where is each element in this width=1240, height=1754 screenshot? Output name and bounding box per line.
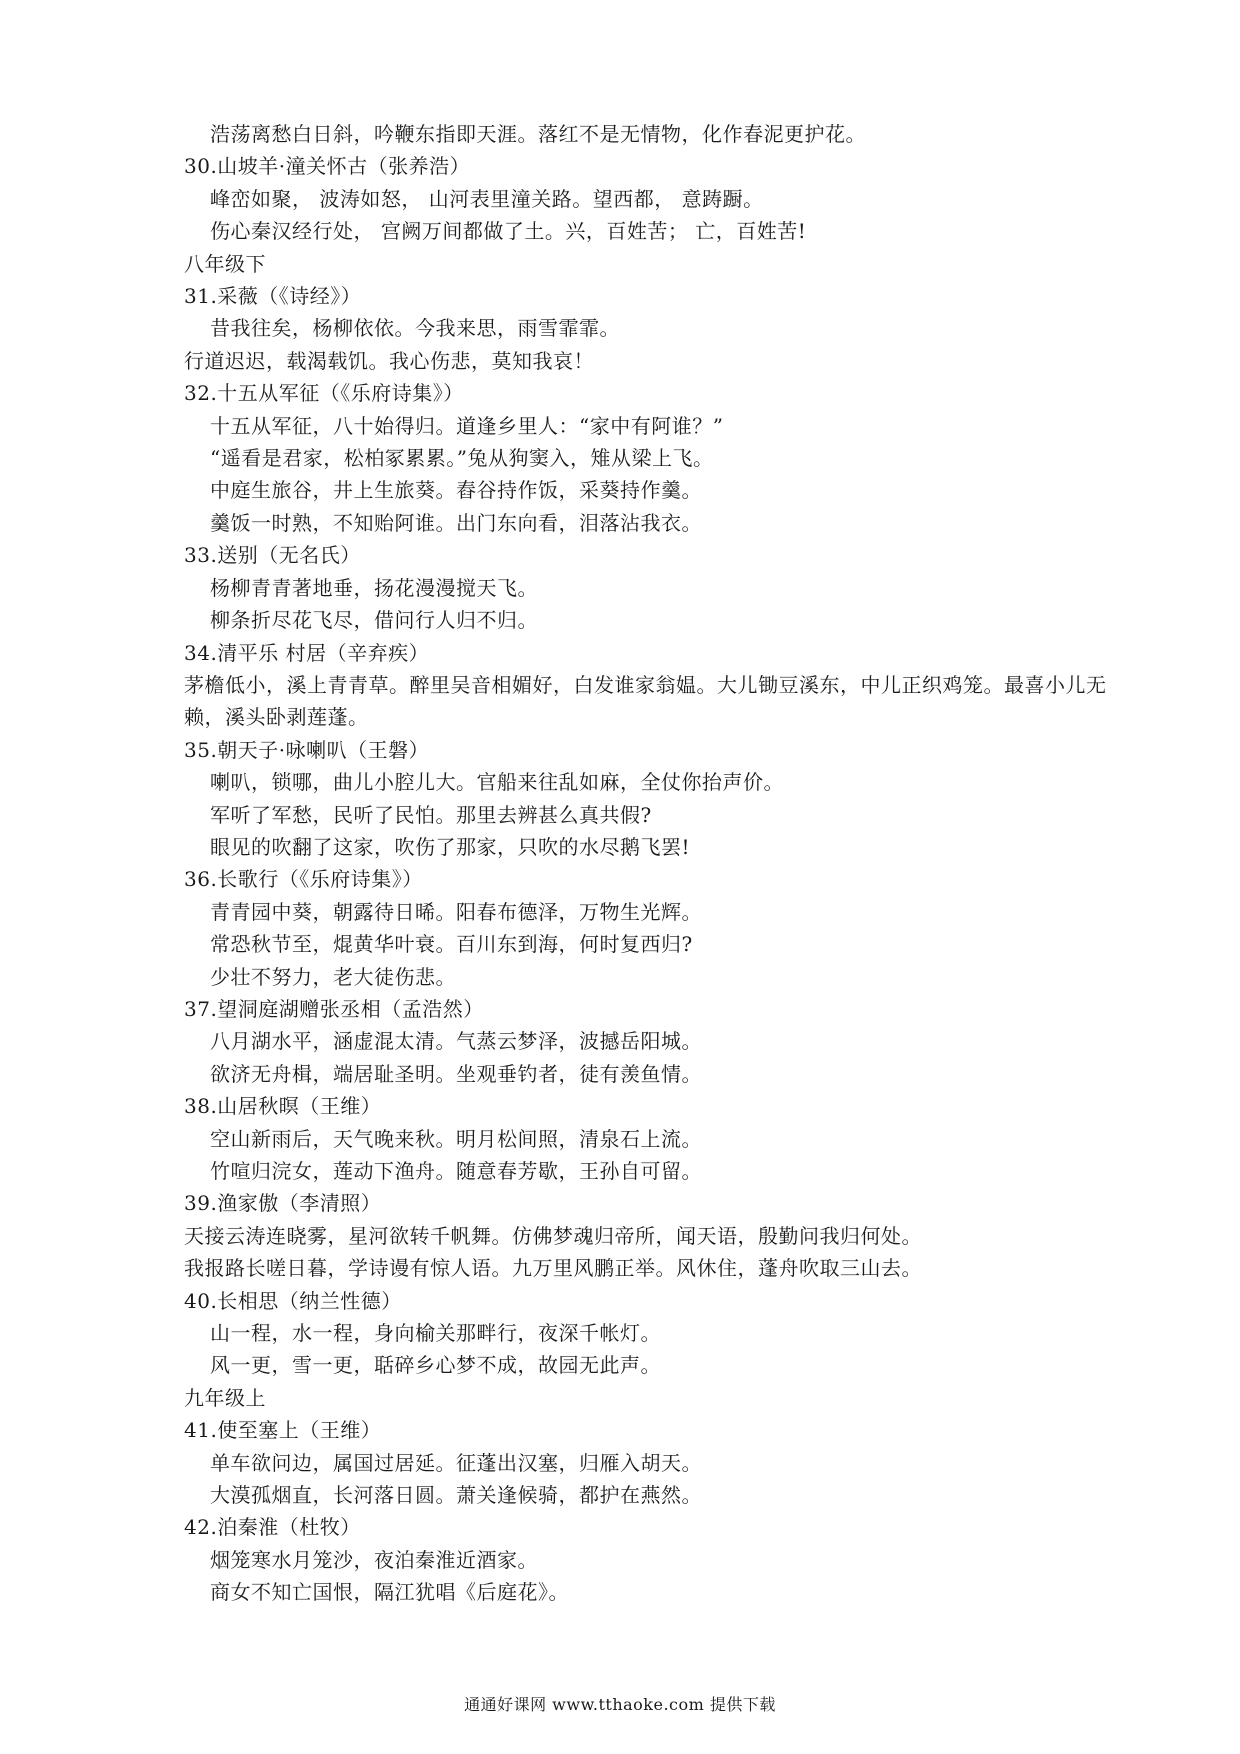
text-line: “遥看是君家，松柏冢累累。”兔从狗窦入，雉从梁上飞。	[210, 446, 714, 471]
text-line: 欲济无舟楫，端居耻圣明。坐观垂钓者，徒有羡鱼情。	[210, 1061, 702, 1086]
text-line: 天接云涛连晓雾，星河欲转千帆舞。仿佛梦魂归帝所，闻天语，殷勤问我归何处。	[184, 1223, 922, 1248]
text-line: 常恐秋节至，焜黄华叶衰。百川东到海，何时复西归?	[210, 932, 693, 957]
text-line: 少壮不努力，老大徒伤悲。	[210, 964, 456, 989]
text-line: 喇叭，锁哪，曲儿小腔儿大。官船来往乱如麻，全仗你抬声价。	[210, 770, 784, 795]
text-line: 羹饭一时熟，不知贻阿谁。出门东向看，泪落沾我衣。	[210, 510, 702, 535]
page-footer: 通通好课网 www.tthaoke.com 提供下载	[464, 1695, 776, 1714]
text-line: 31.采薇（《诗经》）	[184, 284, 362, 309]
text-line: 山一程，水一程，身向榆关那畔行，夜深千帐灯。	[210, 1321, 661, 1346]
text-line: 42.泊秦淮（杜牧）	[184, 1515, 361, 1540]
text-line: 伤心秦汉经行处， 宫阙万间都做了土。兴，百姓苦； 亡，百姓苦!	[210, 219, 807, 244]
text-line: 八年级下	[184, 251, 266, 276]
text-line: 我报路长嗟日暮，学诗谩有惊人语。九万里风鹏正举。风休住，蓬舟吹取三山去。	[184, 1256, 922, 1281]
text-line: 青青园中葵，朝露待日晞。阳春布德泽，万物生光辉。	[210, 899, 702, 924]
text-line: 行道迟迟，载渴载饥。我心伤悲，莫知我哀！	[184, 348, 594, 373]
text-line: 30.山坡羊·潼关怀古（张养浩）	[184, 154, 471, 179]
text-line: 风一更，雪一更，聒碎乡心梦不成，故园无此声。	[210, 1353, 661, 1378]
text-line: 34.清平乐 村居（辛弃疾）	[184, 640, 430, 665]
text-line: 单车欲问边，属国过居延。征蓬出汉塞，归雁入胡天。	[210, 1450, 702, 1475]
text-line: 竹喧归浣女，莲动下渔舟。随意春芳歇，王孙自可留。	[210, 1159, 702, 1183]
text-line: 大漠孤烟直，长河落日圆。萧关逢候骑，都护在燕然。	[210, 1483, 702, 1508]
text-line: 昔我往矣，杨柳依依。今我来思，雨雪霏霏。	[210, 316, 620, 341]
text-line: 眼见的吹翻了这家，吹伤了那家，只吹的水尽鹅飞罢!	[210, 834, 691, 859]
text-line: 茅檐低小，溪上青青草。醉里吴音相媚好，白发谁家翁媪。大儿锄豆溪东，中儿正织鸡笼。最喜小儿无赖，溪头卧剥莲蓬。	[184, 672, 1107, 730]
text-line: 烟笼寒水月笼沙，夜泊秦淮近酒家。	[210, 1547, 538, 1572]
text-line: 九年级上	[184, 1385, 266, 1410]
text-line: 32.十五从军征（《乐府诗集》）	[184, 381, 464, 406]
text-line: 39.渔家傲（李清照）	[184, 1191, 382, 1216]
text-line: 中庭生旅谷，井上生旅葵。舂谷持作饭，采葵持作羹。	[210, 478, 702, 503]
text-line: 38.山居秋暝（王维）	[184, 1094, 382, 1119]
text-line: 商女不知亡国恨，隔江犹唱《后庭花》。	[210, 1580, 569, 1605]
text-line: 军听了军愁，民听了民怕。那里去辨甚么真共假?	[210, 802, 652, 827]
text-line: 36.长歌行（《乐府诗集》）	[184, 867, 423, 892]
text-line: 35.朝天子·咏喇叭（王磐）	[184, 737, 430, 762]
text-line: 41.使至塞上（王维）	[184, 1418, 382, 1443]
text-line: 柳条折尽花飞尽，借问行人归不归。	[210, 608, 538, 633]
document-body	[184, 118, 1134, 1609]
text-line: 37.望洞庭湖赠张丞相（孟浩然）	[184, 996, 484, 1021]
text-line: 十五从军征，八十始得归。道逢乡里人：“家中有阿谁？”	[210, 413, 724, 438]
text-line: 杨柳青青著地垂，扬花漫漫搅天飞。	[210, 575, 538, 600]
text-line: 空山新雨后，天气晚来秋。明月松间照，清泉石上流。	[210, 1126, 702, 1151]
text-line: 峰峦如聚， 波涛如怒， 山河表里潼关路。望西都， 意踌蹰。	[210, 186, 764, 211]
text-line: 八月湖水平，涵虚混太清。气蒸云梦泽，波撼岳阳城。	[210, 1029, 702, 1054]
text-line: 33.送别（无名氏）	[184, 543, 361, 568]
text-line: 40.长相思（纳兰性德）	[184, 1288, 402, 1313]
text-line: 浩荡离愁白日斜，吟鞭东指即天涯。落红不是无情物，化作春泥更护花。	[210, 122, 866, 146]
